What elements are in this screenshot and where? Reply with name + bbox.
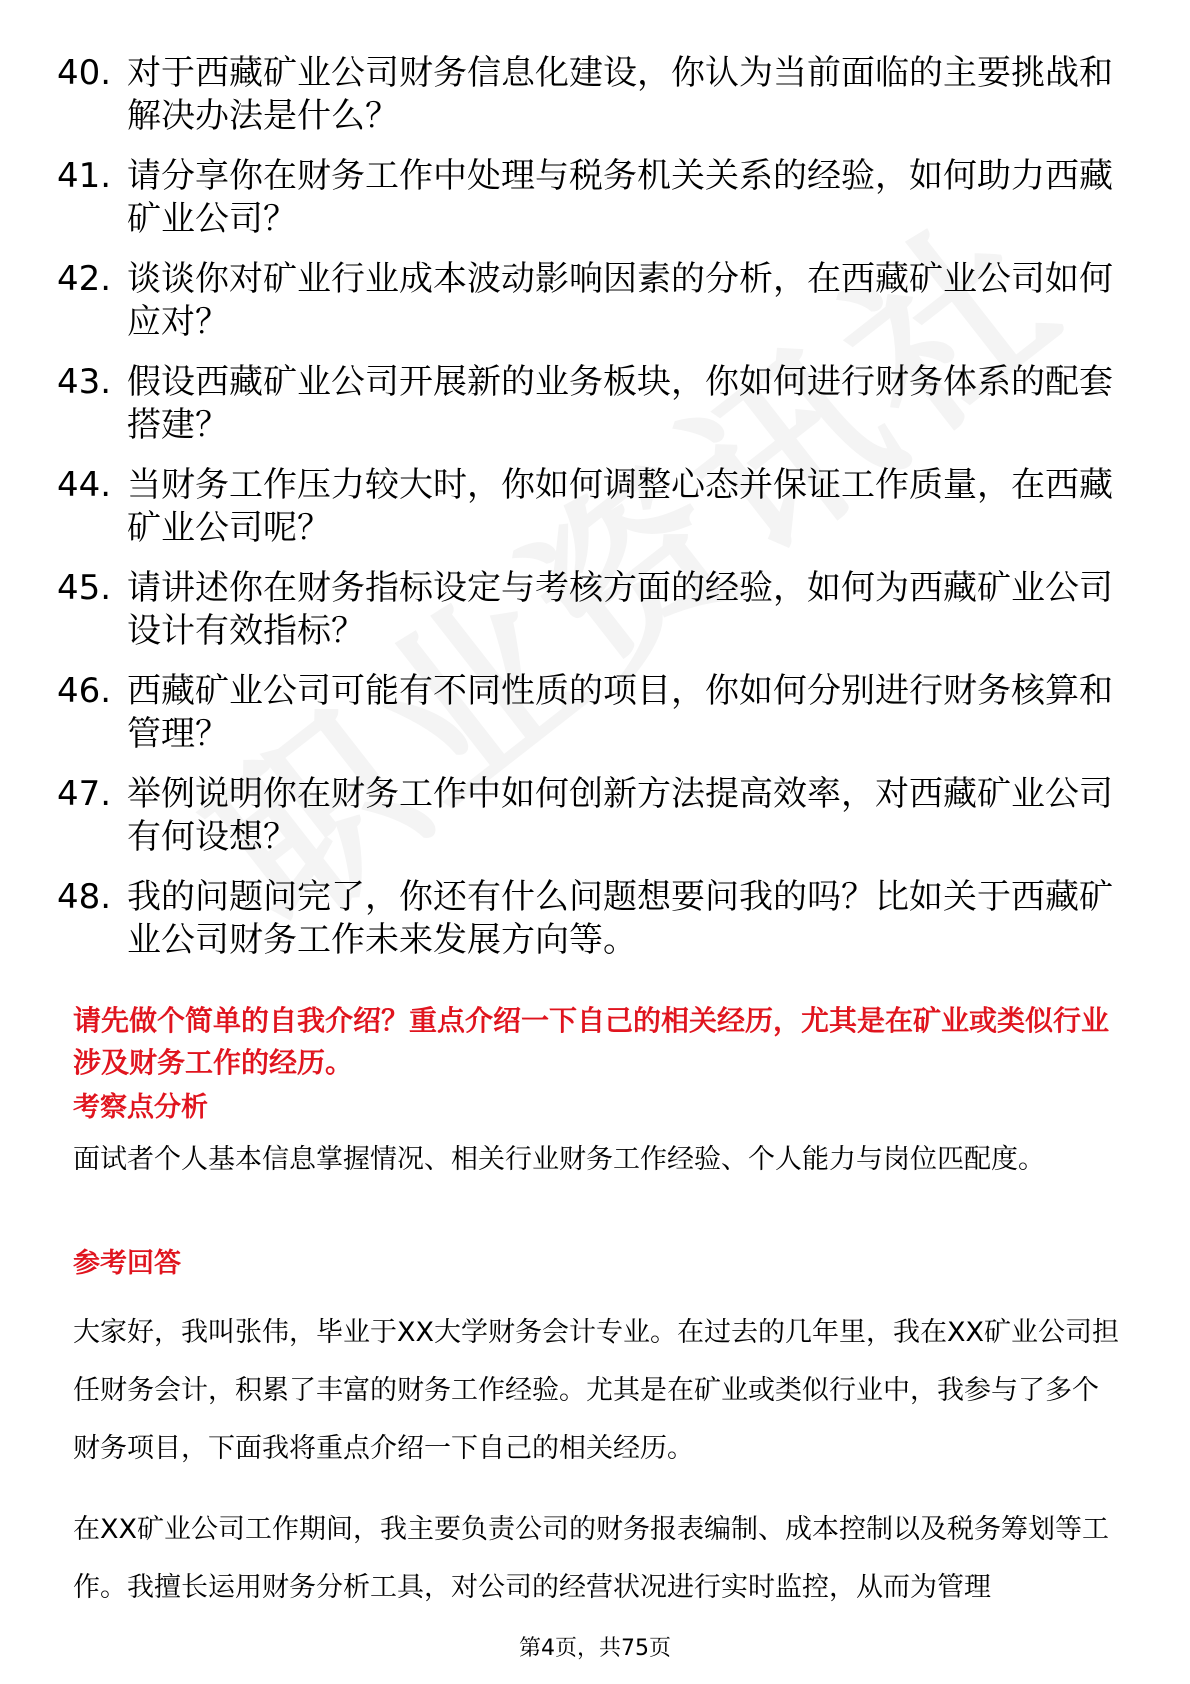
question-item <box>57 361 1137 447</box>
question-item <box>57 567 1137 653</box>
question-item <box>57 258 1137 344</box>
question-number: 41. <box>57 156 112 196</box>
question-text: 西藏矿业公司可能有不同性质的项目，你如何分别进行财务核算和管理？ <box>127 671 1113 754</box>
question-number: 48. <box>57 877 112 917</box>
question-number: 47. <box>57 774 112 814</box>
question-item <box>57 876 1137 962</box>
question-list <box>57 52 1137 979</box>
question-text: 假设西藏矿业公司开展新的业务板块，你如何进行财务体系的配套搭建？ <box>127 362 1113 445</box>
highlighted-question: 请先做个简单的自我介绍？重点介绍一下自己的相关经历，尤其是在矿业或类似行业涉及财务工作的经历。 <box>73 1004 1110 1079</box>
analysis-heading: 考察点分析 <box>73 1092 208 1123</box>
question-number: 46. <box>57 671 112 711</box>
question-text: 对于西藏矿业公司财务信息化建设，你认为当前面临的主要挑战和解决办法是什么？ <box>127 53 1113 136</box>
question-text: 我的问题问完了，你还有什么问题想要问我的吗？比如关于西藏矿业公司财务工作未来发展方向等。 <box>127 877 1113 960</box>
answer-paragraph: 在XX矿业公司工作期间，我主要负责公司的财务报表编制、成本控制以及税务筹划等工作。我擅长运用财务分析工具，对公司的经营状况进行实时监控，从而为管理 <box>73 1514 1109 1603</box>
question-item <box>57 670 1137 756</box>
question-item <box>57 155 1137 241</box>
reference-answer-heading: 参考回答 <box>73 1248 181 1279</box>
question-text: 请分享你在财务工作中处理与税务机关关系的经验，如何助力西藏矿业公司？ <box>127 156 1113 239</box>
question-item <box>57 773 1137 859</box>
question-text: 请讲述你在财务指标设定与考核方面的经验，如何为西藏矿业公司设计有效指标？ <box>127 568 1113 651</box>
question-number: 42. <box>57 259 112 299</box>
question-text: 谈谈你对矿业行业成本波动影响因素的分析，在西藏矿业公司如何应对？ <box>127 259 1113 342</box>
question-text: 举例说明你在财务工作中如何创新方法提高效率，对西藏矿业公司有何设想？ <box>127 774 1113 857</box>
question-text: 当财务工作压力较大时，你如何调整心态并保证工作质量，在西藏矿业公司呢？ <box>127 465 1113 548</box>
question-number: 43. <box>57 362 112 402</box>
analysis-text: 面试者个人基本信息掌握情况、相关行业财务工作经验、个人能力与岗位匹配度。 <box>73 1144 1045 1175</box>
question-item <box>57 464 1137 550</box>
question-number: 45. <box>57 568 112 608</box>
answer-paragraph: 大家好，我叫张伟，毕业于XX大学财务会计专业。在过去的几年里，我在XX矿业公司担任财务会计，积累了丰富的财务工作经验。尤其是在矿业或类似行业中，我参与了多个财务项目，下面我将重点介绍一下自己的相关经历。 <box>73 1317 1119 1464</box>
question-item <box>57 52 1137 138</box>
question-number: 44. <box>57 465 112 505</box>
page-footer: 第4页，共75页 <box>519 1636 671 1661</box>
question-number: 40. <box>57 53 112 93</box>
